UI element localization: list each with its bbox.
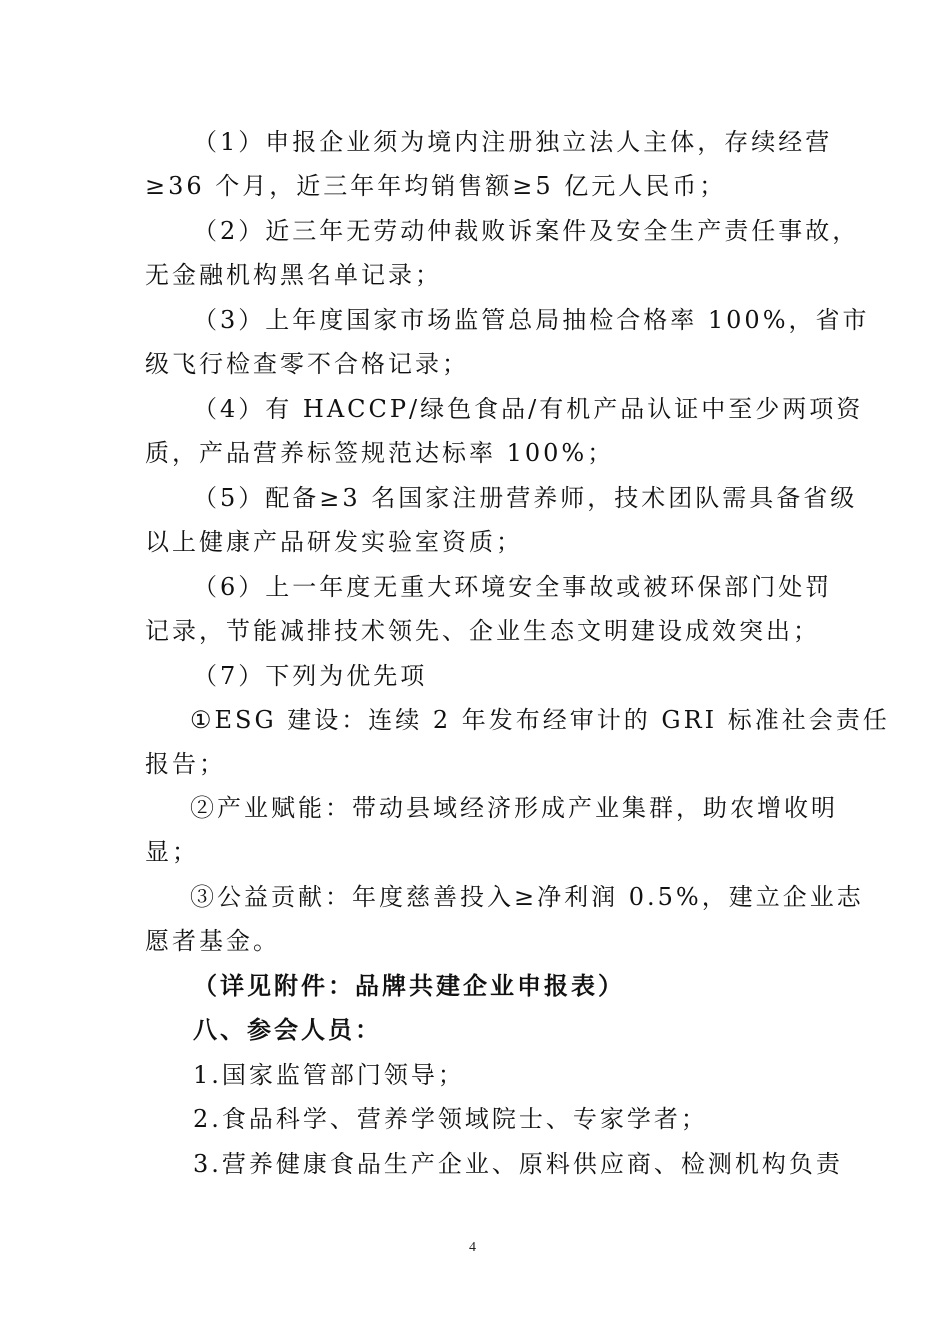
page-number: 4 — [469, 1240, 476, 1255]
criterion-2-line-2: 无金融机构黑名单记录； — [145, 261, 442, 289]
priority-charity-line-1: ③公益贡献：年度慈善投入≥净利润 0.5%，建立企业志 — [190, 883, 864, 911]
attendee-item-1: 1.国家监管部门领导； — [193, 1061, 465, 1089]
attachment-note: （详见附件：品牌共建企业申报表） — [193, 971, 625, 1000]
criterion-3-line-1: （3）上年度国家市场监管总局抽检合格率 100%，省市 — [193, 306, 870, 334]
priority-industry-line-1: ②产业赋能：带动县域经济形成产业集群，助农增收明 — [190, 794, 838, 822]
priority-charity-line-2: 愿者基金。 — [145, 927, 280, 955]
attendee-item-3: 3.营养健康食品生产企业、原料供应商、检测机构负责 — [193, 1150, 843, 1178]
attendee-item-2: 2.食品科学、营养学领域院士、专家学者； — [193, 1105, 708, 1133]
priority-industry-line-2: 显； — [145, 838, 199, 866]
criterion-1-line-2: ≥36 个月，近三年年均销售额≥5 亿元人民币； — [145, 172, 727, 200]
priority-esg-line-1: ①ESG 建设：连续 2 年发布经审计的 GRI 标准社会责任 — [190, 706, 890, 734]
criterion-6-line-2: 记录，节能减排技术领先、企业生态文明建设成效突出； — [145, 617, 820, 645]
priority-esg-line-2: 报告； — [145, 750, 226, 778]
criterion-1-line-1: （1）申报企业须为境内注册独立法人主体，存续经营 — [193, 128, 833, 156]
criterion-7-heading: （7）下列为优先项 — [193, 662, 428, 690]
criterion-3-line-2: 级飞行检查零不合格记录； — [145, 350, 469, 378]
criterion-5-line-2: 以上健康产品研发实验室资质； — [145, 528, 523, 556]
section-eight-heading: 八、参会人员： — [193, 1015, 382, 1044]
criterion-4-line-2: 质，产品营养标签规范达标率 100%； — [145, 439, 615, 467]
criterion-5-line-1: （5）配备≥3 名国家注册营养师，技术团队需具备省级 — [193, 484, 858, 512]
criterion-6-line-1: （6）上一年度无重大环境安全事故或被环保部门处罚 — [193, 573, 833, 601]
criterion-4-line-1: （4）有 HACCP/绿色食品/有机产品认证中至少两项资 — [193, 395, 864, 423]
criterion-2-line-1: （2）近三年无劳动仲裁败诉案件及安全生产责任事故， — [193, 217, 860, 245]
